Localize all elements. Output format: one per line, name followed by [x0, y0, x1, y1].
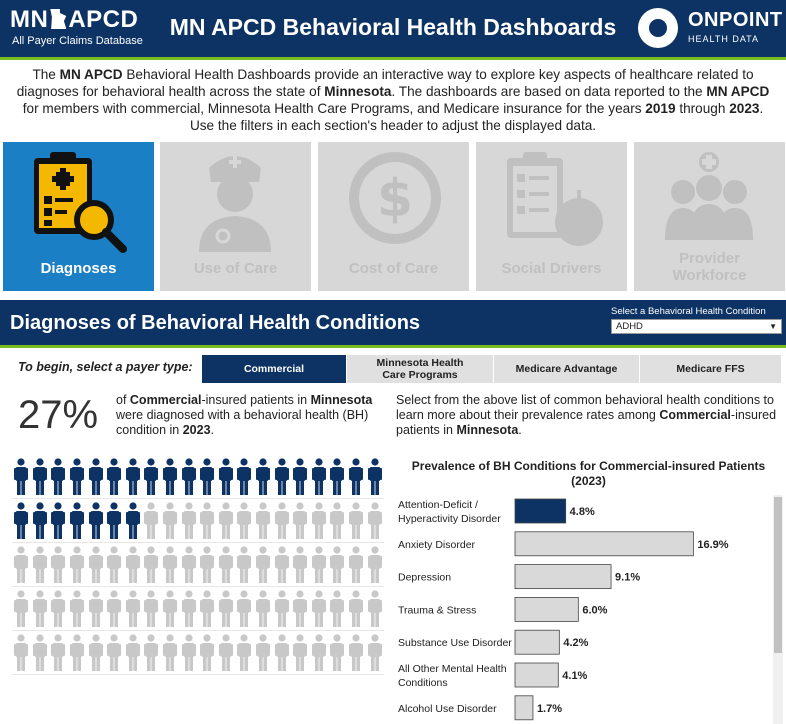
person-icon	[161, 458, 180, 496]
person-icon	[198, 590, 217, 628]
chevron-down-icon: ▼	[769, 322, 777, 331]
person-icon	[217, 634, 236, 672]
person-icon	[328, 458, 347, 496]
person-icon	[328, 590, 347, 628]
person-icon	[105, 634, 124, 672]
person-icon	[291, 458, 310, 496]
people-row	[12, 631, 384, 675]
tile-provider-workforce[interactable]	[634, 142, 785, 291]
person-icon	[105, 502, 124, 540]
person-icon	[105, 590, 124, 628]
person-icon	[86, 458, 105, 496]
person-icon	[291, 546, 310, 584]
person-icon	[310, 546, 329, 584]
people-row	[12, 587, 384, 631]
person-icon	[179, 502, 198, 540]
person-icon	[105, 546, 124, 584]
person-icon	[68, 546, 87, 584]
person-icon	[328, 634, 347, 672]
category-label: Substance Use Disorder	[398, 637, 512, 650]
person-icon	[291, 590, 310, 628]
person-icon	[235, 590, 254, 628]
person-icon	[235, 502, 254, 540]
header-accent-line	[0, 57, 786, 60]
payer-medicare-advantage-button[interactable]: Medicare Advantage	[494, 355, 640, 383]
person-icon	[254, 634, 273, 672]
condition-select-label: Select a Behavioral Health Condition	[611, 306, 766, 317]
prevalence-bar-chart	[396, 495, 771, 724]
chart-scrollbar[interactable]	[773, 495, 783, 724]
tile-social-drivers[interactable]	[476, 142, 627, 291]
tile-label-social-drivers: Social Drivers	[501, 260, 602, 277]
category-label: Depression	[398, 571, 452, 584]
condition-instructions: Select from the above list of common behavioral health conditions to learn more about their prevalence rates among Commercial-insured patients in Minnesota.	[396, 393, 777, 437]
person-icon	[291, 502, 310, 540]
category-label: All Other Mental Health	[398, 663, 507, 675]
bar[interactable]	[515, 565, 611, 589]
person-icon	[365, 546, 384, 584]
person-icon	[31, 590, 50, 628]
clipboard-magnifier-icon	[28, 148, 128, 258]
nurse-icon	[185, 148, 285, 258]
person-icon	[365, 634, 384, 672]
bar-value-label: 4.2%	[563, 637, 589, 650]
person-icon	[86, 502, 105, 540]
bh-percent-value: 27%	[18, 393, 99, 437]
tile-label-cost-of-care: Cost of Care	[348, 260, 439, 277]
bar-value-label: 6.0%	[582, 604, 608, 617]
person-icon	[142, 458, 161, 496]
person-icon	[49, 634, 68, 672]
person-icon	[328, 546, 347, 584]
person-icon	[49, 502, 68, 540]
person-icon	[12, 634, 31, 672]
bar[interactable]	[515, 696, 533, 720]
partner-logo-sub: HEALTH DATA	[688, 34, 760, 44]
person-icon	[365, 590, 384, 628]
category-label: Anxiety Disorder	[398, 538, 476, 551]
payer-prompt: To begin, select a payer type:	[18, 360, 193, 374]
bar-value-label: 4.8%	[569, 506, 595, 518]
person-icon	[124, 634, 143, 672]
tile-label-provider-workforce: Provider Workforce	[672, 250, 747, 284]
person-icon	[272, 546, 291, 584]
person-icon	[217, 458, 236, 496]
person-icon	[49, 590, 68, 628]
person-icon	[310, 634, 329, 672]
tile-label-use-of-care: Use of Care	[193, 260, 278, 277]
checklist-apple-icon	[501, 148, 611, 258]
person-icon	[179, 634, 198, 672]
chart-title: Prevalence of BH Conditions for Commercial-insured Patients (2023)	[411, 459, 766, 488]
bar[interactable]	[515, 532, 693, 556]
person-icon	[365, 502, 384, 540]
person-icon	[12, 502, 31, 540]
person-icon	[254, 546, 273, 584]
app-header	[0, 0, 786, 57]
person-icon	[291, 634, 310, 672]
person-icon	[31, 502, 50, 540]
person-icon	[31, 458, 50, 496]
person-icon	[198, 546, 217, 584]
person-icon	[235, 458, 254, 496]
person-icon	[161, 590, 180, 628]
person-icon	[12, 458, 31, 496]
person-icon	[235, 546, 254, 584]
person-icon	[198, 502, 217, 540]
person-icon	[12, 590, 31, 628]
person-icon	[86, 590, 105, 628]
person-icon	[124, 546, 143, 584]
logo-text-left: MN	[10, 6, 49, 33]
category-label: Attention-Deficit /	[398, 499, 478, 511]
payer-mhcp-button[interactable]: Minnesota Health Care Programs	[347, 355, 494, 383]
person-icon	[31, 546, 50, 584]
person-icon	[68, 634, 87, 672]
category-label: Conditions	[398, 677, 448, 689]
section-header	[0, 300, 786, 345]
people-pictograph	[12, 455, 384, 675]
person-icon	[124, 590, 143, 628]
bar[interactable]	[515, 663, 558, 687]
person-icon	[142, 634, 161, 672]
dollar-coin-icon	[343, 148, 443, 258]
person-icon	[217, 590, 236, 628]
category-label: Trauma & Stress	[398, 604, 477, 617]
person-icon	[365, 458, 384, 496]
people-row	[12, 499, 384, 543]
category-label: Hyperactivity Disorder	[398, 513, 501, 525]
person-icon	[217, 546, 236, 584]
person-icon	[49, 546, 68, 584]
bar[interactable]	[515, 630, 559, 654]
person-icon	[161, 546, 180, 584]
bar-value-label: 9.1%	[615, 571, 641, 584]
person-icon	[142, 590, 161, 628]
person-icon	[124, 458, 143, 496]
people-row	[12, 543, 384, 587]
person-icon	[272, 458, 291, 496]
person-icon	[254, 458, 273, 496]
person-icon	[254, 502, 273, 540]
person-icon	[347, 546, 366, 584]
person-icon	[49, 458, 68, 496]
person-icon	[68, 502, 87, 540]
person-icon	[217, 502, 236, 540]
category-label: Alcohol Use Disorder	[398, 702, 497, 715]
logo-text-right: APCD	[68, 6, 139, 33]
person-icon	[142, 502, 161, 540]
person-icon	[198, 458, 217, 496]
person-icon	[179, 546, 198, 584]
partner-logo-name[interactable]: ONPOINT	[688, 9, 783, 31]
tile-use-of-care[interactable]	[160, 142, 311, 291]
bar-value-label: 4.1%	[562, 670, 588, 682]
person-icon	[328, 502, 347, 540]
people-row	[12, 455, 384, 499]
person-icon	[142, 546, 161, 584]
condition-select-value: ADHD	[616, 321, 643, 332]
person-icon	[347, 590, 366, 628]
tile-cost-of-care[interactable]	[318, 142, 469, 291]
person-icon	[254, 590, 273, 628]
person-icon	[86, 634, 105, 672]
person-icon	[272, 502, 291, 540]
person-icon	[105, 458, 124, 496]
tile-label-diagnoses: Diagnoses	[40, 260, 117, 277]
svg-text:$: $	[376, 169, 414, 229]
section-title: Diagnoses of Behavioral Health Conditions	[10, 312, 421, 334]
bh-percent-description: of Commercial-insured patients in Minnesota were diagnosed with a behavioral health (BH) condition in 2023.	[116, 393, 373, 437]
scrollbar-thumb[interactable]	[774, 497, 782, 653]
person-icon	[347, 502, 366, 540]
person-icon	[235, 634, 254, 672]
person-icon	[272, 634, 291, 672]
logo-subtitle: All Payer Claims Database	[12, 35, 143, 47]
section-accent-line	[0, 345, 786, 348]
person-icon	[347, 634, 366, 672]
bar-value-label: 16.9%	[697, 538, 729, 551]
bar[interactable]	[515, 499, 566, 523]
bar[interactable]	[515, 597, 578, 621]
payer-commercial-button[interactable]: Commercial	[202, 355, 347, 383]
care-team-icon	[659, 148, 769, 248]
person-icon	[310, 458, 329, 496]
person-icon	[161, 502, 180, 540]
person-icon	[310, 502, 329, 540]
person-icon	[310, 590, 329, 628]
tile-diagnoses[interactable]	[3, 142, 154, 291]
payer-medicare-ffs-button[interactable]: Medicare FFS	[640, 355, 782, 383]
person-icon	[31, 634, 50, 672]
person-icon	[68, 458, 87, 496]
person-icon	[86, 546, 105, 584]
person-icon	[347, 458, 366, 496]
condition-select[interactable]	[611, 319, 782, 334]
person-icon	[179, 590, 198, 628]
intro-paragraph: The MN APCD Behavioral Health Dashboards provide an interactive way to explore key aspects of healthcare related to diagnoses for behavioral health across the state of Minnesota. The dashboards are based on data reported to the MN APCD for members with commercial, Minnesota Health Care Programs, and Medicare insurance for the years 2019 through 2023. Use the filters in each section's header to adjust the displayed data.	[16, 67, 770, 133]
person-icon	[272, 590, 291, 628]
onpoint-logo-icon	[638, 8, 678, 48]
person-icon	[161, 634, 180, 672]
bar-value-label: 1.7%	[536, 702, 563, 715]
person-icon	[12, 546, 31, 584]
person-icon	[179, 458, 198, 496]
person-icon	[124, 502, 143, 540]
person-icon	[198, 634, 217, 672]
person-icon	[68, 590, 87, 628]
page-title: MN APCD Behavioral Health Dashboards	[169, 14, 617, 40]
